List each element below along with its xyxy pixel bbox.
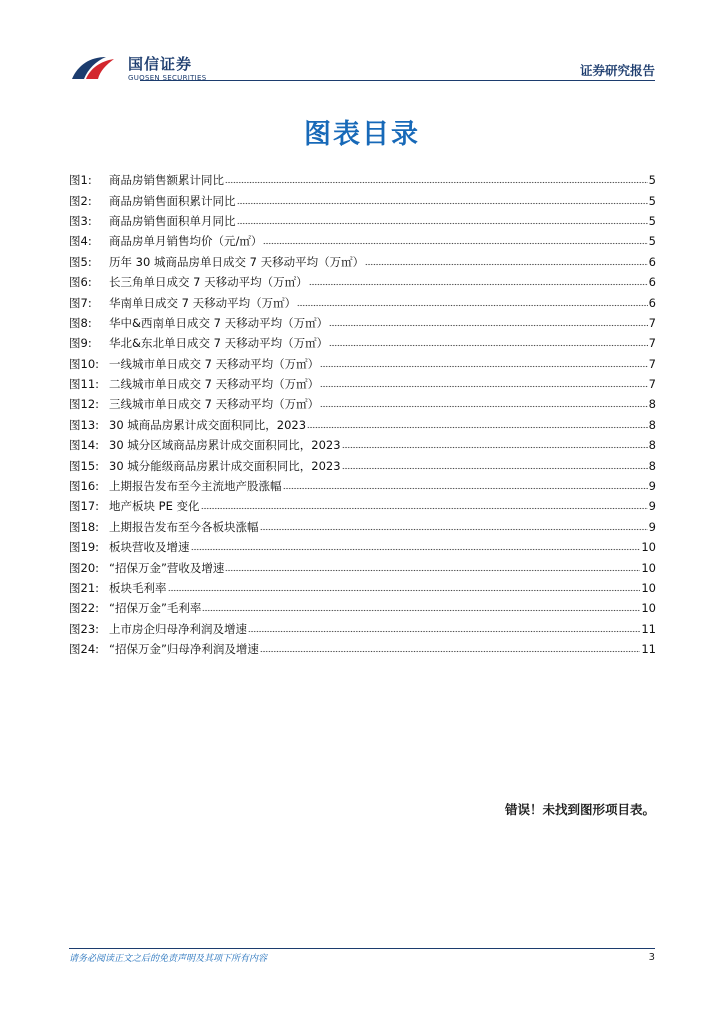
toc-entry-label: 图12: — [69, 397, 100, 412]
toc-entry-title: 二线城市单日成交 7 天移动平均（万㎡） — [109, 377, 320, 392]
toc-dot-leader — [297, 298, 648, 310]
toc-entry-page: 6 — [648, 275, 656, 290]
toc-dot-leader — [201, 501, 648, 513]
toc-entry-title: 30 城分区域商品房累计成交面积同比，2023 — [109, 438, 341, 453]
toc-dot-leader — [320, 399, 648, 411]
toc-entry[interactable] — [69, 394, 656, 414]
toc-dot-leader — [320, 359, 648, 371]
toc-entry-page: 9 — [648, 479, 656, 494]
toc-entry[interactable] — [69, 598, 656, 618]
toc-entry-label: 图9: — [69, 336, 92, 351]
toc-entry-page: 8 — [648, 438, 656, 453]
toc-entry-label: 图13: — [69, 417, 100, 432]
toc-entry[interactable] — [69, 435, 656, 455]
toc-entry-page: 7 — [648, 336, 656, 351]
toc-entry[interactable] — [69, 211, 656, 231]
page-header — [70, 48, 655, 88]
toc-dot-leader — [225, 175, 648, 187]
toc-entry[interactable] — [69, 496, 656, 516]
toc-entry-page: 8 — [648, 458, 656, 473]
toc-entry-label: 图11: — [69, 377, 100, 392]
toc-dot-leader — [342, 461, 648, 473]
toc-entry[interactable] — [69, 578, 656, 598]
header-divider — [140, 80, 655, 81]
toc-dot-leader — [202, 603, 640, 615]
toc-entry-title: 板块营收及增速 — [109, 540, 190, 555]
logo-chinese-name: 国信证券 — [128, 55, 193, 73]
toc-dot-leader — [309, 277, 648, 289]
toc-entry-page: 10 — [641, 581, 656, 595]
toc-entry-title: 历年 30 城商品房单日成交 7 天移动平均（万㎡） — [109, 254, 365, 269]
toc-entry-label: 图23: — [69, 621, 100, 636]
toc-entry-title: 板块毛利率 — [109, 581, 167, 595]
toc-entry-label: 图19: — [69, 540, 100, 555]
toc-entry-title: 华中&西南单日成交 7 天移动平均（万㎡） — [109, 315, 329, 330]
figure-toc — [69, 170, 656, 659]
toc-entry-page: 10 — [641, 560, 656, 575]
toc-dot-leader — [191, 542, 641, 554]
toc-entry[interactable] — [69, 231, 656, 251]
toc-entry[interactable] — [69, 272, 656, 292]
toc-dot-leader — [168, 583, 641, 595]
toc-entry-title: 30 城分能级商品房累计成交面积同比，2023 — [109, 458, 341, 473]
page-title: 图表目录 — [304, 119, 420, 150]
toc-entry-label: 图15: — [69, 458, 100, 473]
toc-entry-label: 图22: — [69, 601, 100, 616]
toc-dot-leader — [225, 563, 640, 575]
toc-entry-page: 9 — [648, 519, 656, 534]
toc-entry-label: 图5: — [69, 254, 92, 269]
toc-dot-leader — [237, 196, 648, 208]
toc-entry-page: 6 — [648, 254, 656, 269]
toc-entry-label: 图14: — [69, 438, 100, 453]
toc-entry-label: 图10: — [69, 356, 100, 371]
toc-entry-label: 图16: — [69, 479, 100, 494]
toc-entry-label: 图2: — [69, 193, 92, 208]
toc-dot-leader — [248, 624, 640, 636]
toc-entry-page: 10 — [641, 601, 656, 616]
toc-entry-title: 长三角单日成交 7 天移动平均（万㎡） — [109, 275, 308, 290]
toc-entry-title: 上市房企归母净利润及增速 — [109, 621, 247, 636]
toc-entry-page: 5 — [648, 234, 656, 249]
toc-entry-title: 华南单日成交 7 天移动平均（万㎡） — [109, 295, 297, 310]
toc-entry[interactable] — [69, 252, 656, 272]
toc-entry[interactable] — [69, 374, 656, 394]
toc-entry[interactable] — [69, 354, 656, 374]
toc-dot-leader — [307, 420, 648, 432]
toc-entry-label: 图8: — [69, 315, 92, 330]
toc-entry-label: 图6: — [69, 275, 92, 290]
toc-entry[interactable] — [69, 537, 656, 557]
toc-dot-leader — [260, 522, 648, 534]
toc-entry-page: 7 — [648, 315, 656, 330]
toc-entry[interactable] — [69, 557, 656, 577]
toc-dot-leader — [237, 216, 648, 228]
footer-divider — [69, 948, 655, 949]
toc-entry-title: 一线城市单日成交 7 天移动平均（万㎡） — [109, 356, 320, 371]
toc-entry-page: 10 — [641, 540, 656, 555]
toc-entry[interactable] — [69, 415, 656, 435]
toc-entry-label: 图1: — [69, 173, 92, 188]
toc-entry[interactable] — [69, 190, 656, 210]
toc-entry-label: 图3: — [69, 213, 92, 228]
toc-entry-page: 5 — [648, 213, 656, 228]
page-number: 3 — [648, 952, 655, 963]
toc-dot-leader — [263, 236, 647, 248]
toc-entry-title: 商品房销售额累计同比 — [109, 173, 224, 188]
logo-english-name: GUOSEN SECURITIES — [128, 74, 207, 82]
toc-entry-title: 华北&东北单日成交 7 天移动平均（万㎡） — [109, 336, 329, 351]
toc-entry-page: 11 — [641, 621, 656, 636]
toc-entry-label: 图18: — [69, 519, 100, 534]
toc-entry-title: 商品房单月销售均价（元/㎡） — [109, 234, 263, 249]
toc-entry-label: 图21: — [69, 581, 100, 595]
footer-disclaimer: 请务必阅读正文之后的免责声明及其项下所有内容 — [69, 954, 268, 964]
toc-dot-leader — [283, 481, 648, 493]
toc-entry-page: 7 — [648, 356, 656, 371]
toc-entry[interactable] — [69, 333, 656, 353]
toc-entry-page: 5 — [648, 193, 656, 208]
toc-dot-leader — [329, 318, 648, 330]
toc-entry[interactable] — [69, 170, 656, 190]
toc-entry-page: 9 — [648, 499, 656, 514]
toc-entry-label: 图17: — [69, 499, 100, 514]
toc-dot-leader — [342, 440, 648, 452]
toc-entry-label: 图20: — [69, 560, 100, 575]
toc-entry-page: 7 — [648, 377, 656, 392]
toc-entry-title: 三线城市单日成交 7 天移动平均（万㎡） — [109, 397, 320, 412]
toc-entry[interactable] — [69, 476, 656, 496]
toc-entry-title: “招保万金”营收及增速 — [109, 560, 225, 575]
error-note: 错误！未找到图形项目表。 — [504, 802, 655, 817]
toc-entry[interactable] — [69, 639, 656, 659]
toc-entry[interactable] — [69, 619, 656, 639]
toc-entry[interactable] — [69, 455, 656, 475]
toc-entry-title: 商品房销售面积累计同比 — [109, 193, 236, 208]
toc-entry-label: 图4: — [69, 234, 92, 249]
toc-entry-label: 图7: — [69, 295, 92, 310]
toc-entry-title: 上期报告发布至今各板块涨幅 — [109, 519, 259, 534]
guosen-logo-icon — [70, 53, 116, 83]
toc-entry-page: 6 — [648, 295, 656, 310]
toc-entry-page: 5 — [648, 173, 656, 188]
report-type-label: 证券研究报告 — [579, 63, 655, 78]
toc-dot-leader — [365, 257, 648, 269]
toc-entry[interactable] — [69, 313, 656, 333]
toc-entry-label: 图24: — [69, 642, 100, 657]
toc-dot-leader — [320, 379, 648, 391]
toc-entry-page: 11 — [641, 642, 656, 657]
toc-entry-title: 30 城商品房累计成交面积同比，2023 — [109, 417, 307, 432]
toc-entry-page: 8 — [648, 417, 656, 432]
toc-entry-title: 地产板块 PE 变化 — [109, 499, 200, 514]
toc-entry[interactable] — [69, 292, 656, 312]
toc-entry-title: “招保万金”归母净利润及增速 — [109, 642, 259, 657]
toc-entry-title: 上期报告发布至今主流地产股涨幅 — [109, 479, 282, 494]
toc-entry-title: “招保万金”毛利率 — [109, 601, 202, 616]
toc-entry-title: 商品房销售面积单月同比 — [109, 213, 236, 228]
toc-dot-leader — [329, 338, 648, 350]
toc-entry[interactable] — [69, 517, 656, 537]
toc-dot-leader — [260, 644, 640, 656]
toc-entry-page: 8 — [648, 397, 656, 412]
